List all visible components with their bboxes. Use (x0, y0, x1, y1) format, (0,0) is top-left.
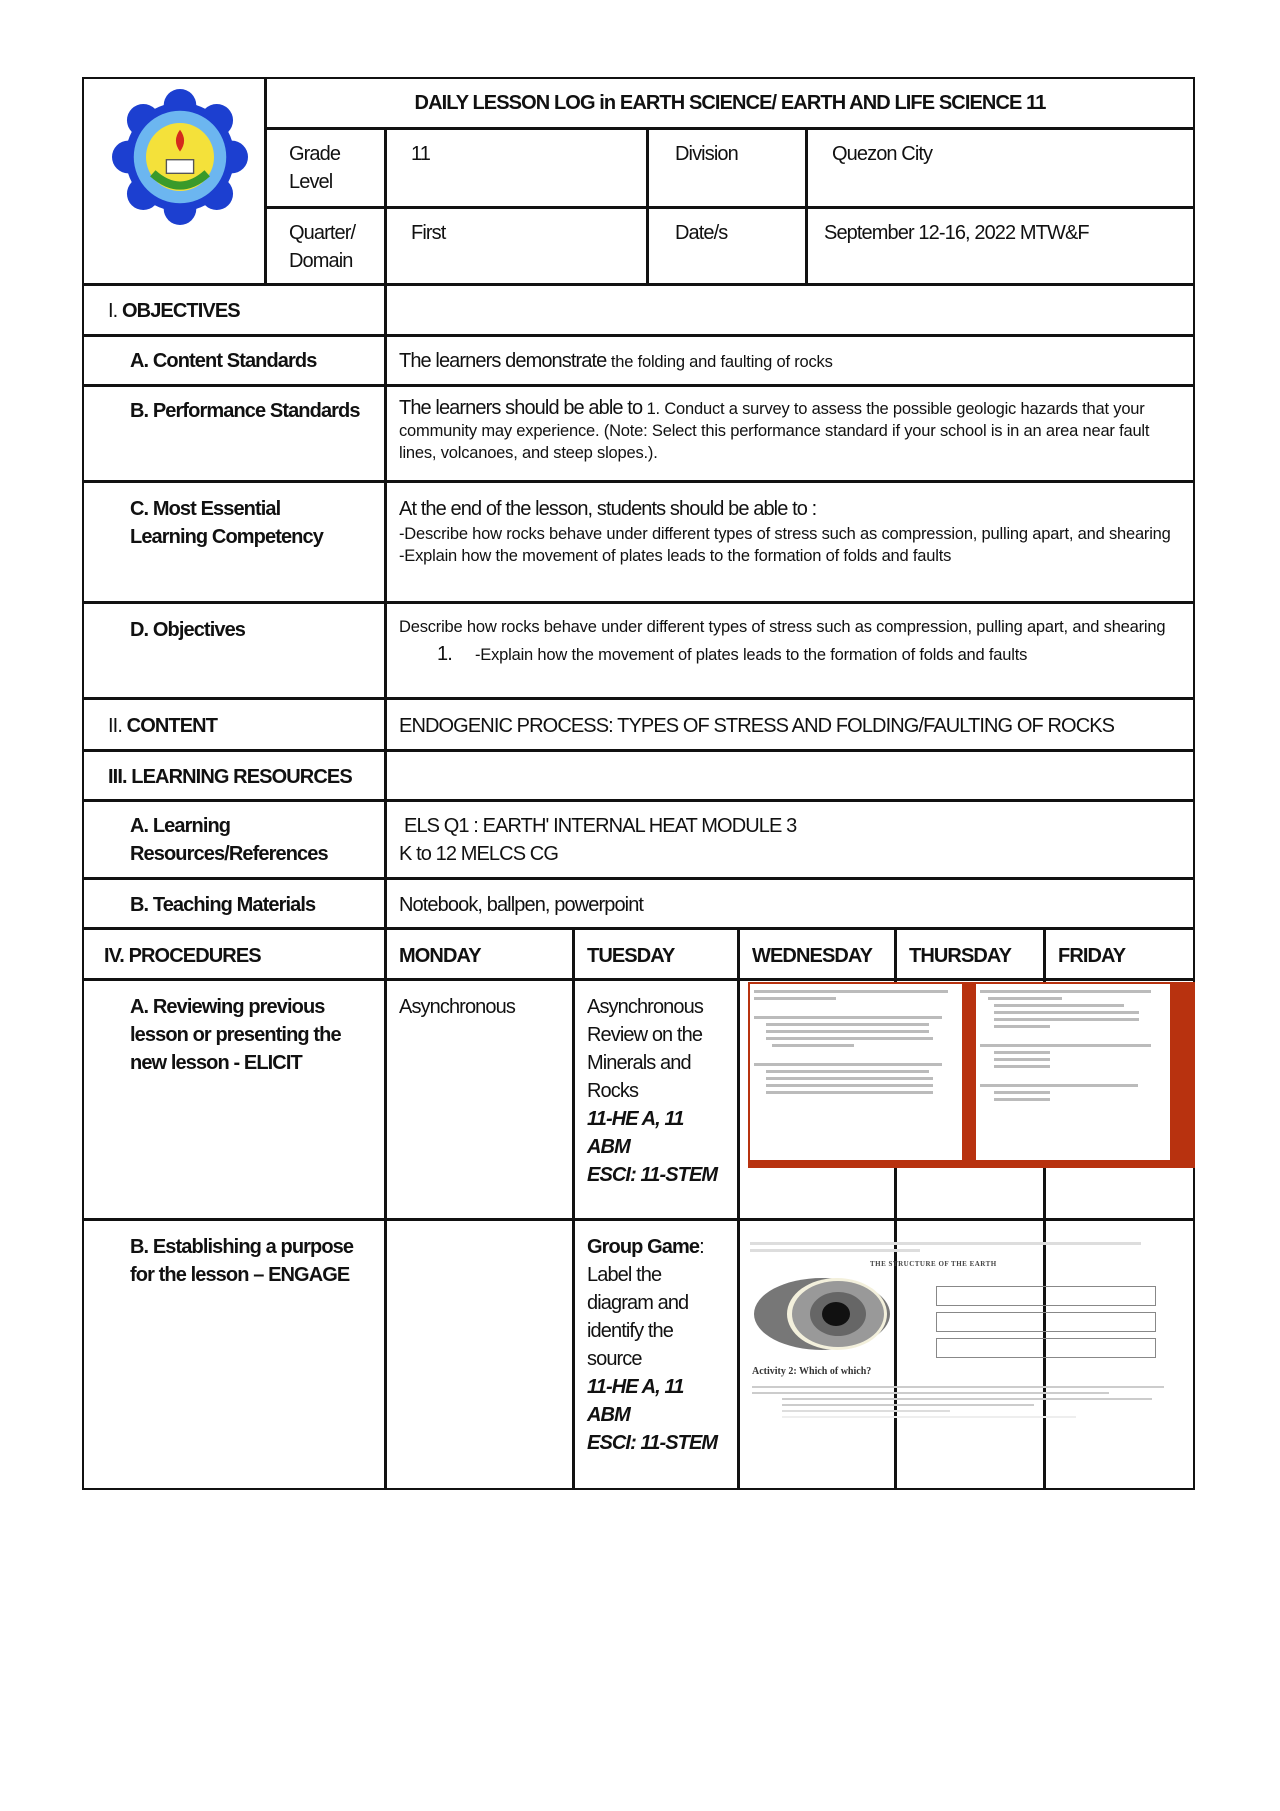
day-wednesday-cell (738, 928, 896, 980)
references-value (399, 812, 796, 868)
row-b-tuesday-sections: 11-HE A, 11 ABM (587, 1376, 684, 1426)
objectives-heading-cell (82, 284, 386, 336)
colon: : (699, 1236, 704, 1258)
division-value: Quezon City (832, 143, 933, 165)
d-objectives-label-cell (82, 602, 386, 699)
row-b-tuesday-cell (573, 1219, 739, 1490)
row-b-tuesday-text: Label the diagram and identify the source (587, 1264, 689, 1370)
day-friday: FRIDAY (1058, 945, 1126, 967)
page-title: DAILY LESSON LOG in EARTH SCIENCE/ EARTH AND LIFE SCIENCE 11 (414, 92, 1046, 114)
group-game-label: Group Game (587, 1236, 700, 1258)
row-a-tuesday (587, 993, 722, 1189)
earth-structure-title: THE STRUCTURE OF THE EARTH (870, 1260, 997, 1268)
worksheet-page-left (750, 984, 962, 1160)
objectives-heading (108, 297, 240, 325)
content-standards-value (399, 347, 833, 375)
melc-label-cell (82, 481, 386, 603)
grade-value: 11 (411, 143, 430, 165)
melc-value (399, 495, 1177, 567)
content-standards-label: A. Content Standards (130, 350, 317, 372)
dates-value-cell (806, 207, 1195, 285)
performance-standards-label: B. Performance Standards (130, 400, 360, 422)
list-text: -Explain how the movement of plates leads to the formation of folds and faults (475, 646, 1028, 664)
procedures-heading-cell (82, 928, 386, 980)
references-label: A. Learning Resources/References (130, 815, 328, 865)
row-a-label-cell (82, 979, 386, 1220)
materials-value-cell (385, 878, 1195, 929)
references-label-cell (82, 800, 386, 879)
objectives-num: I. (108, 300, 118, 322)
performance-standards-value (399, 397, 1177, 464)
dates-label-cell (647, 207, 807, 285)
d-objectives-value-cell (385, 602, 1195, 699)
references-line-2: K to 12 MELCS CG (399, 843, 558, 865)
day-wednesday: WEDNESDAY (752, 945, 873, 967)
day-thursday-cell (895, 928, 1045, 980)
melc-value-cell (385, 481, 1195, 603)
materials-label-cell (82, 878, 386, 929)
resources-blank-cell (385, 750, 1195, 801)
quarter-label: Quarter/ Domain (289, 222, 356, 272)
objectives-title: OBJECTIVES (122, 300, 240, 322)
row-a-tuesday-esci: ESCI: 11-STEM (587, 1164, 718, 1186)
content-standards-label-cell (82, 335, 386, 386)
quiz-worksheet-image (748, 982, 1195, 1168)
quarter-value: First (411, 222, 446, 244)
content-title: CONTENT (126, 715, 218, 737)
row-a-monday: Asynchronous (399, 996, 515, 1018)
row-b-tuesday-heading (587, 1233, 722, 1261)
day-tuesday: TUESDAY (587, 945, 675, 967)
materials-value: Notebook, ballpen, powerpoint (399, 894, 644, 916)
earth-structure-worksheet-image (750, 1230, 1175, 1425)
d-objectives-text: Describe how rocks behave under different types of stress such as compression, pulling apart, and shearing (399, 618, 1166, 636)
d-objectives-label: D. Objectives (130, 619, 246, 641)
list-number: 1. (437, 643, 452, 665)
school-logo (112, 89, 248, 225)
resources-heading-cell (82, 750, 386, 801)
content-standards-value-cell (385, 335, 1195, 386)
references-line-1: ELS Q1 : EARTH' INTERNAL HEAT MODULE 3 (404, 815, 797, 837)
day-monday: MONDAY (399, 945, 481, 967)
grade-value-cell (385, 128, 648, 208)
row-a-monday-cell (385, 979, 574, 1220)
grade-label-cell (265, 128, 386, 208)
melc-item-2: -Explain how the movement of plates leads to the formation of folds and faults (399, 547, 952, 565)
day-friday-cell (1044, 928, 1195, 980)
melc-item-1: -Describe how rocks behave under different types of stress such as compression, pulling apart, and shearing (399, 525, 1171, 543)
resources-heading: III. LEARNING RESOURCES (108, 766, 352, 788)
materials-label: B. Teaching Materials (130, 894, 316, 916)
performance-standards-label-cell (82, 385, 386, 482)
content-standards-text: the folding and faulting of rocks (610, 353, 833, 371)
row-b-tuesday-esci: ESCI: 11-STEM (587, 1432, 718, 1454)
day-thursday: THURSDAY (909, 945, 1012, 967)
content-heading-cell (82, 698, 386, 751)
content-value-cell (385, 698, 1195, 751)
earth-cutaway-icon (752, 1274, 902, 1354)
dates-label: Date/s (675, 222, 728, 244)
dates-value: September 12-16, 2022 MTW&F (824, 222, 1089, 244)
grade-label: Grade Level (289, 143, 341, 193)
worksheet-page-right (976, 984, 1170, 1160)
day-tuesday-cell (573, 928, 739, 980)
logo-cell (82, 77, 266, 285)
melc-label: C. Most Essential Learning Competency (130, 498, 323, 548)
division-value-cell (806, 128, 1195, 208)
row-b-label: B. Establishing a purpose for the lesson – ENGAGE (130, 1236, 354, 1286)
row-b-tuesday (587, 1233, 722, 1457)
melc-lead: At the end of the lesson, students should be able to : (399, 498, 817, 520)
content-heading (108, 712, 217, 740)
quarter-value-cell (385, 207, 648, 285)
quarter-label-cell (265, 207, 386, 285)
content-num: II. (108, 715, 122, 737)
activity-2-title: Activity 2: Which of which? (752, 1366, 872, 1377)
content-standards-lead: The learners demonstrate (399, 350, 607, 372)
row-b-monday-cell (385, 1219, 574, 1490)
row-a-tuesday-cell (573, 979, 739, 1220)
division-label-cell (647, 128, 807, 208)
row-a-tuesday-sections: 11-HE A, 11 ABM (587, 1108, 684, 1158)
performance-lead: The learners should be able to (399, 397, 643, 419)
performance-text: 1. Conduct a survey to assess the possible geologic hazards that your community may experience. (Note: Select this performance standard if your school is in an area near fault lines, volcanoes, and steep slopes.). (399, 400, 1150, 462)
row-a-tuesday-text: Asynchronous Review on the Minerals and Rocks (587, 996, 703, 1102)
performance-standards-value-cell (385, 385, 1195, 482)
division-label: Division (675, 143, 738, 165)
day-monday-cell (385, 928, 574, 980)
title-cell (265, 77, 1195, 129)
row-a-label: A. Reviewing previous lesson or presenting the new lesson - ELICIT (130, 996, 341, 1074)
row-b-label-cell (82, 1219, 386, 1490)
references-value-cell (385, 800, 1195, 879)
objectives-blank-cell (385, 284, 1195, 336)
d-objectives-list-item (399, 640, 1177, 668)
d-objectives-value (399, 616, 1177, 668)
content-value: ENDOGENIC PROCESS: TYPES OF STRESS AND FOLDING/FAULTING OF ROCKS (399, 715, 1115, 737)
procedures-heading: IV. PROCEDURES (104, 945, 261, 967)
